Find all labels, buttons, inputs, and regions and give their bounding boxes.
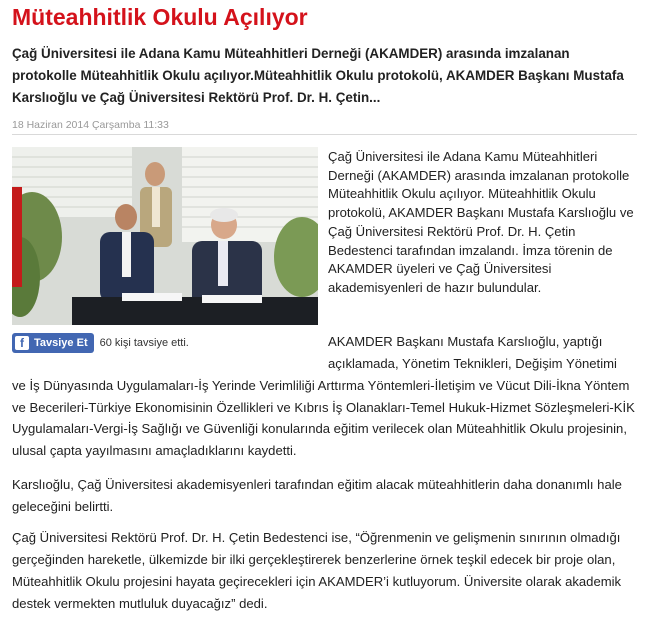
divider xyxy=(12,134,637,135)
article-lead: Çağ Üniversitesi ile Adana Kamu Müteahhitleri Derneği (AKAMDER) arasında imzalanan protokolle Müteahhitlik Okulu açılıyor.Müteahhitlik Okulu protokolü, AKAMDER Başkanı Mustafa Karslıoğlu ve Çağ Üniversitesi Rektörü Prof. Dr. H. Çetin... xyxy=(12,46,624,105)
recommend-count: 60 kişi tavsiye etti. xyxy=(99,337,189,349)
signing-ceremony-photo xyxy=(12,147,318,325)
paragraph-4: Çağ Üniversitesi Rektörü Prof. Dr. H. Çetin Bedestenci ise, “Öğrenmenin ve gelişmenin sınırının olmadığı gerçeğinden hareketle, ülkemizde bir ilki gerçekleştirerek benzerlerine örnek teşkil edecek bir proje olan, Müteahhitlik Okulu projesini hayata geçirecekleri için AKAMDER’i kutluyorum. Üniversite olarak akademik destek vermekten mutluluk duyacağız” dedi. xyxy=(12,530,622,611)
article-date: 18 Haziran 2014 Çarşamba 11:33 xyxy=(12,119,169,131)
article-title: Müteahhitlik Okulu Açılıyor xyxy=(12,4,308,30)
recommend-button-label: Tavsiye Et xyxy=(34,337,88,349)
paragraph-3: Karslıoğlu, Çağ Üniversitesi akademisyenleri tarafından eğitim alacak müteahhitlerin daha donanımlı hale geleceğini belirtti. xyxy=(12,477,622,514)
paragraph-1 xyxy=(328,148,640,298)
paragraph-2-rest: ve İş Dünyasında Uygulamaları-İş Yerinde Verimliliği Arttırma Yöntemleri-İletişim ve Vücut Dili-İkna Yöntem ve Becerileri-Türkiye Ekonomisinin Özellikleri ve Kıbrıs İş Olanakları-Temel Hukuk-Hizmet Sözleşmeleri-KİK Uygulamaları-Vergi-İş Sağlığı ve Güvenliği konularında eğitim verilecek olan Müteahhitlik Okulu projesinin, ulusal çapta yayılmasını amaçladıklarını kaydetti. xyxy=(12,378,635,458)
facebook-recommend xyxy=(12,333,189,353)
paragraph-1-text: Çağ Üniversitesi ile Adana Kamu Müteahhitleri Derneği (AKAMDER) arasında imzalanan protokolle Müteahhitlik Okulu açılıyor. Müteahhitlik Okulu protokolü, AKAMDER Başkanı Mustafa Karslıoğlu ve Çağ Üniversitesi Rektörü Prof. Dr. H. Çetin Bedestenci tarafından imzalandı. İmza törenin de AKAMDER üyeleri ve Çağ Üniversitesi akademisyenleri de hazır bulundular. xyxy=(328,149,634,295)
recommend-button[interactable] xyxy=(12,333,94,353)
facebook-icon: f xyxy=(15,336,29,350)
paragraph-2-start: AKAMDER Başkanı Mustafa Karslıoğlu, yaptığı açıklamada, Yönetim Teknikleri, Değişim Yönetimi xyxy=(328,334,617,371)
